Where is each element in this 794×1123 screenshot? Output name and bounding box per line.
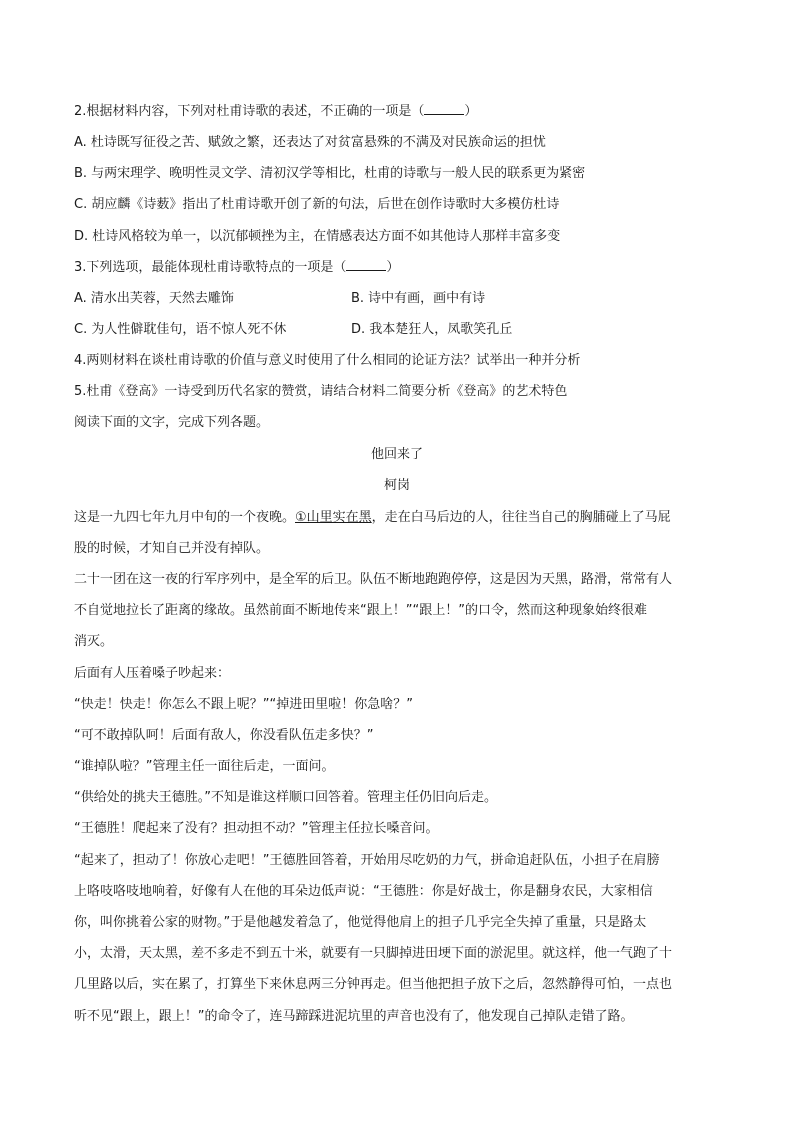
story-dialogue-3: “谁掉队啦？”管理主任一面往后走，一面问。 xyxy=(74,759,335,774)
story-paragraph-2-line-2: 不自觉地拉长了距离的缘故。虽然前面不断地传来“跟上！”“跟上！”的口令，然而这种现象始终很难 xyxy=(74,603,647,618)
story-paragraph-4-line-2: 上咯吱咯吱地响着，好像有人在他的耳朵边低声说：“王德胜：你是好战士，你是翻身农民，大家相信 xyxy=(74,884,653,899)
question-4: 4.两则材料在谈杜甫诗歌的价值与意义时使用了什么相同的论证方法？试举出一种并分析 xyxy=(74,353,581,368)
story-paragraph-3: 后面有人压着嗓子吵起来： xyxy=(74,666,231,681)
story-title: 他回来了 xyxy=(370,447,423,462)
story-paragraph-4-line-1: “起来了，担动了！你放心走吧！”王德胜回答着，开始用尽吃奶的力气，拼命追赶队伍，小担子在肩膀 xyxy=(74,853,660,868)
question-2-option-a: A. 杜诗既写征役之苦、赋敛之繁，还表达了对贫富悬殊的不满及对民族命运的担忧 xyxy=(74,135,546,150)
question-3-option-b: B. 诗中有画，画中有诗 xyxy=(351,291,486,306)
story-paragraph-4-line-3: 你，叫你挑着公家的财物。”于是他越发着急了，他觉得他肩上的担子几乎完全失掉了重量，只是路太 xyxy=(74,915,647,930)
story-dialogue-5: “王德胜！爬起来了没有？担动担不动？”管理主任拉长嗓音问。 xyxy=(74,821,439,836)
reading-instruction: 阅读下面的文字，完成下列各题。 xyxy=(74,415,270,430)
question-3-option-a: A. 清水出芙蓉，天然去雕饰 xyxy=(74,291,234,306)
question-3-options-row-2 xyxy=(74,320,724,340)
answer-blank xyxy=(424,102,464,115)
question-2-option-c: C. 胡应麟《诗薮》指出了杜甫诗歌开创了新的句法，后世在创作诗歌时大多模仿杜诗 xyxy=(74,197,560,212)
question-2-option-b: B. 与两宋理学、晚明性灵文学、清初汉学等相比，杜甫的诗歌与一般人民的联系更为紧密 xyxy=(74,166,586,181)
underlined-sentence-1: ①山里实在黑 xyxy=(295,510,372,525)
story-paragraph-2-line-1: 二十一团在这一夜的行军序列中，是全军的后卫。队伍不断地跑跑停停，这是因为天黑，路滑，常常有人 xyxy=(74,572,673,587)
story-author: 柯岗 xyxy=(383,478,410,493)
story-paragraph-4-line-4: 小，太滑，天太黑，差不多走不到五十米，就要有一只脚掉进田埂下面的淤泥里。就这样，他一气跑了十 xyxy=(74,946,673,961)
story-dialogue-1: “快走！快走！你怎么不跟上呢？”“掉进田里啦！你急啥？” xyxy=(74,697,413,712)
question-3-option-c: C. 为人性僻耽佳句，语不惊人死不休 xyxy=(74,322,287,337)
story-paragraph-1-line-1 xyxy=(74,508,724,528)
story-paragraph-1-line-2: 股的时候，才知自己并没有掉队。 xyxy=(74,541,270,556)
story-dialogue-2: “可不敢掉队呵！后面有敌人，你没看队伍走多快？” xyxy=(74,728,374,743)
question-3-stem xyxy=(74,258,724,278)
question-5: 5.杜甫《登高》一诗受到历代名家的赞赏，请结合材料二简要分析《登高》的艺术特色 xyxy=(74,384,568,399)
answer-blank xyxy=(346,258,386,271)
question-2-stem-close: ） xyxy=(464,104,478,119)
story-text: ，走在白马后边的人，往往当自己的胸脯碰上了马屁 xyxy=(371,510,671,525)
question-3-options-row-1 xyxy=(74,289,724,309)
story-paragraph-2-line-3: 消灭。 xyxy=(74,634,114,649)
story-dialogue-4: “供给处的挑夫王德胜。”不知是谁这样顺口回答着。管理主任仍旧向后走。 xyxy=(74,790,497,805)
question-3-option-d: D. 我本楚狂人，凤歌笑孔丘 xyxy=(351,322,513,337)
question-3-stem-close: ） xyxy=(386,260,400,275)
question-3-stem-text: 3.下列选项，最能体现杜甫诗歌特点的一项是（ xyxy=(74,260,347,275)
story-text: 这是一九四七年九月中旬的一个夜晚。 xyxy=(74,510,296,525)
story-paragraph-4-line-6: 听不见“跟上，跟上！”的命令了，连马蹄踩进泥坑里的声音也没有了，他发现自己掉队走错了路。 xyxy=(74,1009,634,1024)
question-2-stem xyxy=(74,102,724,122)
story-paragraph-4-line-5: 几里路以后，实在累了，打算坐下来休息两三分钟再走。但当他把担子放下之后，忽然静得可怕，一点也 xyxy=(74,977,673,992)
question-2-option-d: D. 杜诗风格较为单一，以沉郁顿挫为主，在情感表达方面不如其他诗人那样丰富多变 xyxy=(74,229,561,244)
question-2-stem-text: 2.根据材料内容，下列对杜甫诗歌的表述，不正确的一项是（ xyxy=(74,104,425,119)
